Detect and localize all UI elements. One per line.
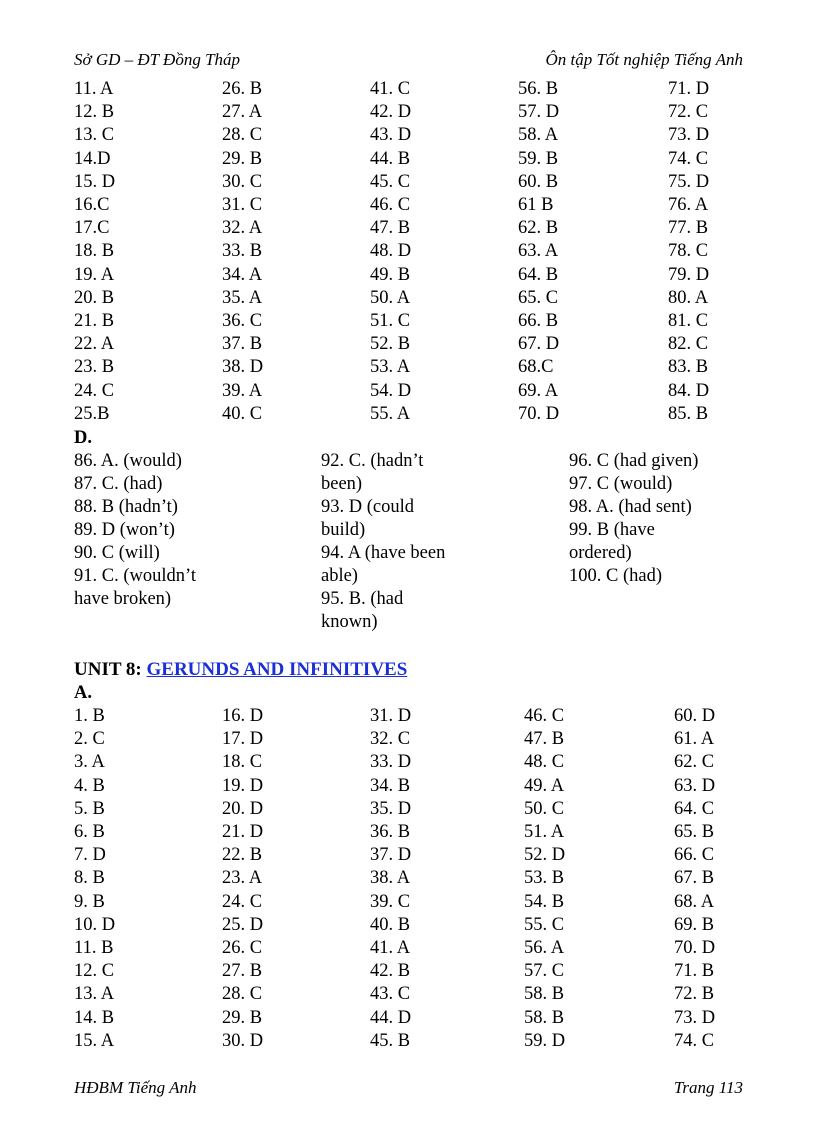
answer-item: 60. D xyxy=(674,706,716,726)
header-right: Ôn tập Tốt nghiệp Tiếng Anh xyxy=(545,50,743,69)
page-footer xyxy=(74,1078,743,1100)
answer-item: 35. A xyxy=(222,287,263,308)
answer-item: 18. C xyxy=(222,752,263,773)
unit-heading xyxy=(74,659,407,681)
answer-item: 31. C xyxy=(222,195,263,215)
answer-item: 54. B xyxy=(524,891,565,912)
answer-item: 28. C xyxy=(222,984,263,1005)
section-d-line: able) xyxy=(321,566,358,586)
section-d-line: 93. D (could xyxy=(321,497,414,517)
answer-item: 22. A xyxy=(74,334,115,355)
answer-item: 47. B xyxy=(524,729,565,750)
unit-title-link[interactable]: GERUNDS AND INFINITIVES xyxy=(146,659,408,680)
answer-item: 63. A xyxy=(518,241,559,262)
section-d-line: 92. C. (hadn’t xyxy=(321,451,424,471)
answer-item: 23. B xyxy=(74,357,115,378)
answer-item: 42. D xyxy=(370,102,412,123)
answer-item: 51. C xyxy=(370,311,411,331)
answer-item: 18. B xyxy=(74,241,115,262)
answer-item: 55. C xyxy=(524,914,565,935)
answer-item: 6. B xyxy=(74,822,105,842)
answer-item: 56. B xyxy=(518,79,559,99)
answer-item: 41. C xyxy=(370,79,411,99)
answer-item: 12. C xyxy=(74,961,115,982)
answer-item: 26. C xyxy=(222,938,263,958)
answer-item: 21. B xyxy=(74,311,115,331)
answer-item: 80. A xyxy=(668,287,709,308)
answer-item: 36. C xyxy=(222,311,263,331)
answer-item: 37. B xyxy=(222,334,263,355)
answer-item: 74. C xyxy=(668,148,709,169)
section-d-column xyxy=(569,450,698,588)
answer-item: 54. D xyxy=(370,380,412,401)
answer-item: 68.C xyxy=(518,357,554,378)
answer-item: 73. D xyxy=(674,1007,716,1028)
section-d-line: build) xyxy=(321,520,366,540)
answer-item: 58. B xyxy=(524,984,565,1005)
answer-item: 11. A xyxy=(74,79,114,99)
answer-item: 64. B xyxy=(518,264,559,285)
answer-item: 48. C xyxy=(524,752,565,773)
answer-item: 30. D xyxy=(222,1030,264,1051)
answer-item: 33. D xyxy=(370,752,412,773)
section-d-line: have broken) xyxy=(74,589,172,609)
answer-item: 65. C xyxy=(518,287,559,308)
answer-item: 2. C xyxy=(74,729,105,750)
answer-item: 20. D xyxy=(222,798,264,819)
answer-item: 15. A xyxy=(74,1030,115,1051)
answer-item: 5. B xyxy=(74,798,105,819)
answer-item: 24. C xyxy=(222,891,263,912)
answer-item: 46. C xyxy=(370,195,411,215)
section-d-line: known) xyxy=(321,612,378,632)
answer-item: 45. B xyxy=(370,1030,411,1051)
answer-item: 25.B xyxy=(74,403,110,424)
answer-item: 50. A xyxy=(370,287,411,308)
answer-item: 33. B xyxy=(222,241,263,262)
answer-item: 69. B xyxy=(674,914,715,935)
answer-item: 45. C xyxy=(370,171,411,192)
section-d-line: been) xyxy=(321,474,363,494)
answer-item: 75. D xyxy=(668,171,710,192)
answer-item: 78. C xyxy=(668,241,709,262)
answer-item: 35. D xyxy=(370,798,412,819)
answer-item: 29. B xyxy=(222,148,263,169)
answer-item: 61. A xyxy=(674,729,715,750)
answer-item: 50. C xyxy=(524,798,565,819)
answer-item: 38. A xyxy=(370,868,411,889)
answer-item: 72. C xyxy=(668,102,709,123)
answer-item: 32. A xyxy=(222,218,263,239)
answer-item: 21. D xyxy=(222,822,264,842)
answer-item: 24. C xyxy=(74,380,115,401)
answer-item: 66. C xyxy=(674,845,715,866)
answer-item: 41. A xyxy=(370,938,411,958)
answer-item: 32. C xyxy=(370,729,411,750)
answer-item: 19. D xyxy=(222,775,264,796)
answer-item: 49. B xyxy=(370,264,411,285)
answer-item: 71. B xyxy=(674,961,715,982)
answer-item: 25. D xyxy=(222,914,264,935)
section-d-line: ordered) xyxy=(569,543,632,563)
section-a-label: A. xyxy=(74,683,92,703)
answer-item: 73. D xyxy=(668,125,710,146)
answer-item: 3. A xyxy=(74,752,105,773)
header-left: Sở GD – ĐT Đồng Tháp xyxy=(74,50,241,69)
answer-item: 15. D xyxy=(74,171,116,192)
answer-item: 79. D xyxy=(668,264,710,285)
section-d-line: 96. C (had given) xyxy=(569,451,699,471)
answer-item: 74. C xyxy=(674,1030,715,1051)
answer-item: 43. D xyxy=(370,125,412,146)
section-d-line: 94. A (have been xyxy=(321,543,446,563)
answer-item: 13. A xyxy=(74,984,115,1005)
answer-item: 36. B xyxy=(370,822,411,842)
answer-item: 84. D xyxy=(668,380,710,401)
answer-item: 14. B xyxy=(74,1007,115,1028)
answer-item: 63. D xyxy=(674,775,716,796)
answer-item: 4. B xyxy=(74,775,105,796)
answer-item: 19. A xyxy=(74,264,115,285)
answer-item: 23. A xyxy=(222,868,263,889)
answer-item: 10. D xyxy=(74,914,116,935)
answer-item: 29. B xyxy=(222,1007,263,1028)
answer-item: 59. D xyxy=(524,1030,566,1051)
page-header xyxy=(74,50,743,72)
answer-item: 83. B xyxy=(668,357,709,378)
answer-item: 26. B xyxy=(222,79,263,99)
answer-item: 39. A xyxy=(222,380,263,401)
section-d-line: 89. D (won’t) xyxy=(74,520,175,540)
answer-item: 27. A xyxy=(222,102,263,123)
answer-item: 49. A xyxy=(524,775,565,796)
answer-item: 52. B xyxy=(370,334,411,355)
answer-item: 37. D xyxy=(370,845,412,866)
answer-item: 34. B xyxy=(370,775,411,796)
answer-item: 62. C xyxy=(674,752,715,773)
answer-item: 44. D xyxy=(370,1007,412,1028)
answer-item: 22. B xyxy=(222,845,263,866)
answer-item: 14.D xyxy=(74,148,111,169)
answer-item: 72. B xyxy=(674,984,715,1005)
answer-item: 71. D xyxy=(668,79,710,99)
section-d-line: 98. A. (had sent) xyxy=(569,497,692,517)
answer-item: 60. B xyxy=(518,171,559,192)
answer-item: 7. D xyxy=(74,845,106,866)
answer-item: 27. B xyxy=(222,961,263,982)
answer-item: 43. C xyxy=(370,984,411,1005)
answer-item: 77. B xyxy=(668,218,709,239)
answer-item: 53. B xyxy=(524,868,565,889)
answer-item: 67. B xyxy=(674,868,715,889)
answer-item: 8. B xyxy=(74,868,105,889)
footer-right: Trang 113 xyxy=(673,1078,743,1097)
answer-item: 40. B xyxy=(370,914,411,935)
answer-item: 34. A xyxy=(222,264,263,285)
section-d-line: 88. B (hadn’t) xyxy=(74,497,178,517)
answer-item: 65. B xyxy=(674,822,715,842)
answer-item: 76. A xyxy=(668,195,709,215)
unit-prefix: UNIT 8: xyxy=(74,659,147,680)
answer-item: 31. D xyxy=(370,706,412,726)
answer-item: 9. B xyxy=(74,891,105,912)
answer-item: 58. A xyxy=(518,125,559,146)
answer-item: 58. B xyxy=(524,1007,565,1028)
answer-item: 44. B xyxy=(370,148,411,169)
answer-item: 12. B xyxy=(74,102,115,123)
section-d-line: 87. C. (had) xyxy=(74,474,163,494)
answer-item: 81. C xyxy=(668,311,709,331)
answer-item: 30. C xyxy=(222,171,263,192)
answer-item: 70. D xyxy=(674,938,716,958)
section-d-column xyxy=(74,450,196,611)
answer-item: 13. C xyxy=(74,125,115,146)
answer-item: 82. C xyxy=(668,334,709,355)
section-d-line: 99. B (have xyxy=(569,520,655,540)
section-d-column xyxy=(321,450,445,634)
answer-item: 69. A xyxy=(518,380,559,401)
answer-item: 47. B xyxy=(370,218,411,239)
answer-item: 17. D xyxy=(222,729,264,750)
answer-item: 1. B xyxy=(74,706,105,726)
answer-item: 52. D xyxy=(524,845,566,866)
answer-item: 85. B xyxy=(668,403,709,424)
answer-item: 46. C xyxy=(524,706,565,726)
answer-item: 17.C xyxy=(74,218,110,239)
answer-item: 28. C xyxy=(222,125,263,146)
section-d-line: 100. C (had) xyxy=(569,566,662,586)
answer-item: 57. D xyxy=(518,102,560,123)
answer-item: 68. A xyxy=(674,891,715,912)
section-d-label: D. xyxy=(74,428,92,448)
answer-item: 11. B xyxy=(74,938,114,958)
answer-item: 39. C xyxy=(370,891,411,912)
answer-item: 64. C xyxy=(674,798,715,819)
answer-item: 67. D xyxy=(518,334,560,355)
section-d-line: 90. C (will) xyxy=(74,543,160,563)
answer-item: 16.C xyxy=(74,195,110,215)
answer-item: 20. B xyxy=(74,287,115,308)
answer-item: 40. C xyxy=(222,403,263,424)
section-d-line: 95. B. (had xyxy=(321,589,404,609)
answer-item: 38. D xyxy=(222,357,264,378)
answer-item: 59. B xyxy=(518,148,559,169)
answer-item: 55. A xyxy=(370,403,411,424)
answer-item: 16. D xyxy=(222,706,264,726)
answer-item: 57. C xyxy=(524,961,565,982)
section-d-line: 97. C (would) xyxy=(569,474,673,494)
footer-left: HĐBM Tiếng Anh xyxy=(74,1078,197,1097)
answer-item: 70. D xyxy=(518,403,560,424)
answer-item: 48. D xyxy=(370,241,412,262)
answer-item: 56. A xyxy=(524,938,565,958)
answer-item: 62. B xyxy=(518,218,559,239)
answer-item: 51. A xyxy=(524,822,565,842)
answer-item: 53. A xyxy=(370,357,411,378)
section-d-line: 91. C. (wouldn’t xyxy=(74,566,196,586)
answer-item: 42. B xyxy=(370,961,411,982)
answer-item: 66. B xyxy=(518,311,559,331)
answer-item: 61 B xyxy=(518,195,554,215)
section-d-line: 86. A. (would) xyxy=(74,451,182,471)
